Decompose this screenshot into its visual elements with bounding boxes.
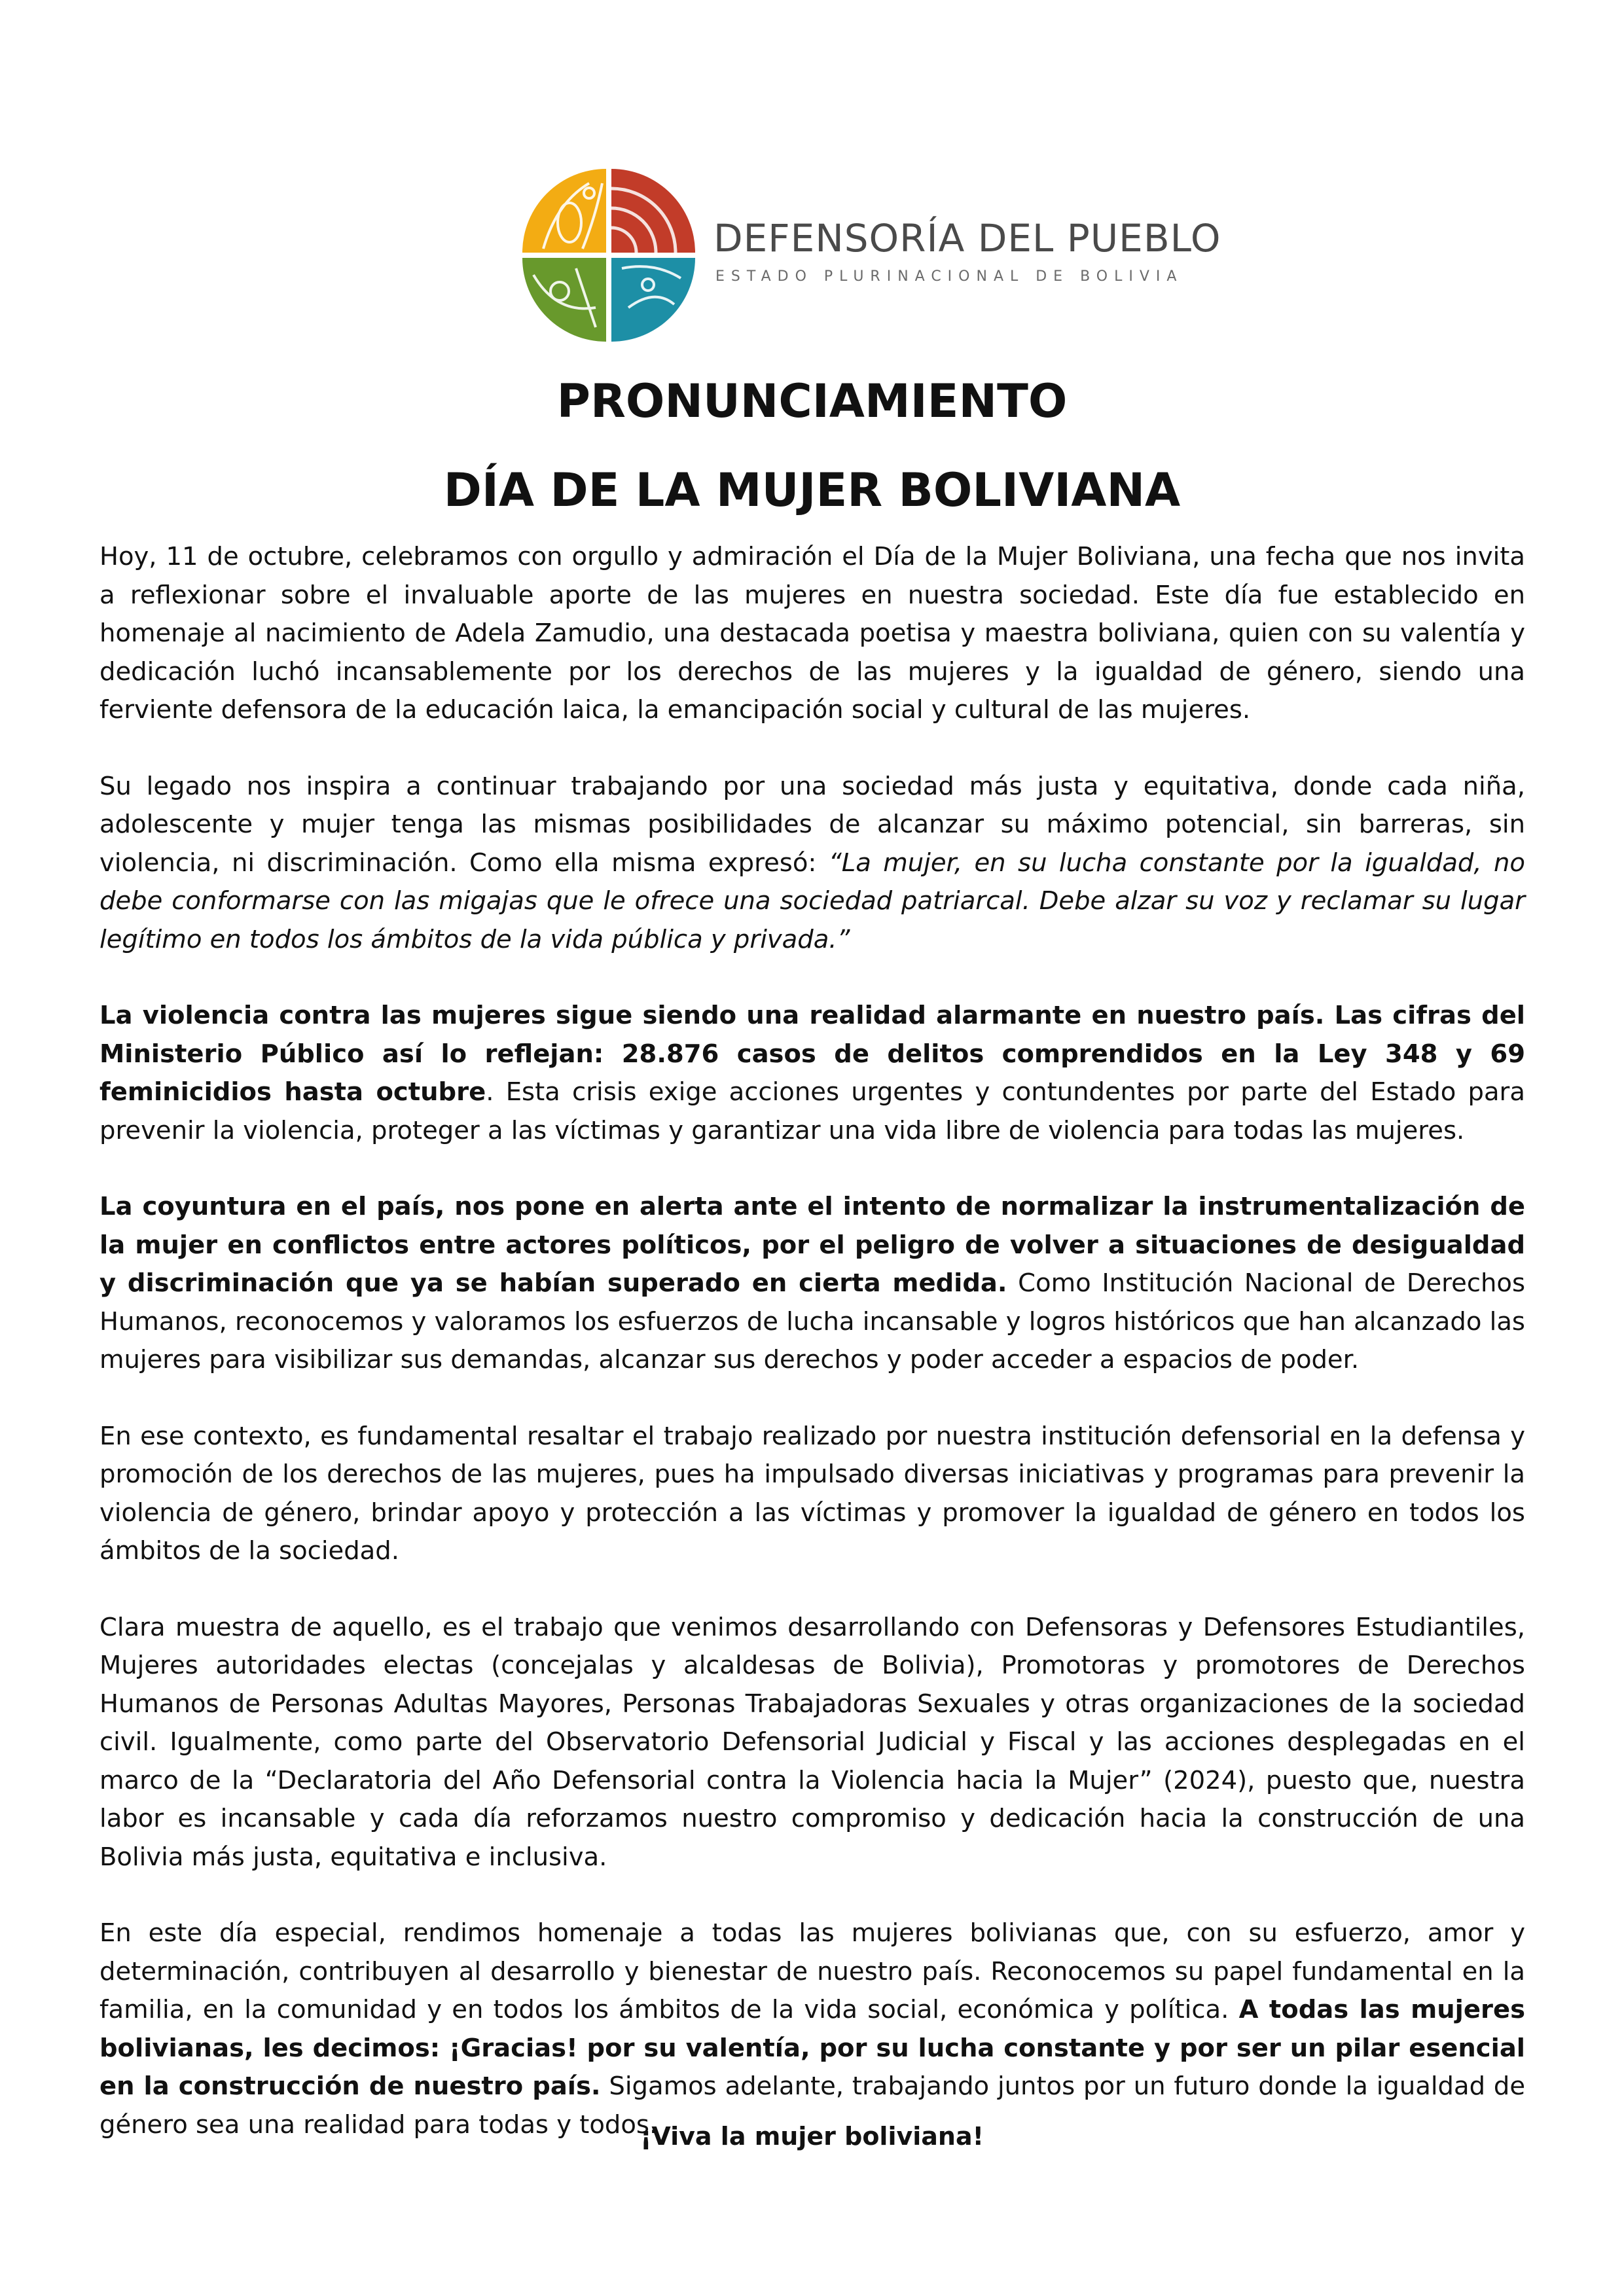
paragraph-5: En ese contexto, es fundamental resaltar el trabajo realizado por nuestra institución defensorial en la defensa y promoción de los derechos de las mujeres, pues ha impulsado diversas iniciativas y programas para prevenir la violencia de género, brindar apoyo y protección a las víctimas y promover la igualdad de género en todos los ámbitos de la sociedad. [99, 1421, 1525, 1566]
paragraph-2-text: Su legado nos inspira a continuar trabajando por una sociedad más justa y equitativa, donde cada niña, adolescente y mujer tenga las mismas posibilidades de alcanzar su máximo potencial, sin barreras, sin violencia, ni discriminación. Como ella misma expresó: [99, 771, 1525, 878]
document-body [99, 538, 1525, 2182]
paragraph-7-text: En este día especial, rendimos homenaje a todas las mujeres bolivianas que, con su esfuerzo, amor y determinación, contribuyen al desarrollo y bienestar de nuestro país. Reconocemos su papel fundamental en la familia, en la comunidad y en todos los ámbitos de la vida social, económica y política. [99, 1918, 1525, 2024]
paragraph-4 [99, 1188, 1525, 1380]
adela-zamudio-quote: “La mujer, en su lucha constante por la igualdad, no debe conformarse con las migajas que le ofrece una sociedad patriarcal. Debe alzar su voz y reclamar su lugar legítimo en todos los ámbitos de la vida pública y privada.” [99, 848, 1525, 954]
logo-emblem-icon [497, 157, 707, 353]
paragraph-4-text: Como Institución Nacional de Derechos Humanos, reconocemos y valoramos los esfuerzos de lucha incansable y logros históricos que han alcanzado las mujeres para visibilizar sus demandas, alcanzar sus derechos y poder acceder a espacios de poder. [99, 1268, 1525, 1374]
logo-quadrant-teal [611, 258, 695, 342]
paragraph-3 [99, 997, 1525, 1150]
document-subtitle: DÍA DE LA MUJER BOLIVIANA [443, 463, 1181, 517]
paragraph-3-text: . Esta crisis exige acciones urgentes y contundentes por parte del Estado para prevenir la violencia, proteger a las víctimas y garantizar una vida libre de violencia para todas las mujeres. [99, 1077, 1525, 1145]
political-context-statement: La coyuntura en el país, nos pone en alerta ante el intento de normalizar la instrumentalización de la mujer en conflictos entre actores políticos, por el peligro de volver a situaciones de desigualdad y discriminación que ya se habían superado en cierta medida. [99, 1192, 1525, 1298]
logo-institution-name: DEFENSORÍA DEL PUEBLO [713, 216, 1221, 260]
document-title: PRONUNCIAMIENTO [556, 374, 1068, 428]
paragraph-7-closing-text: Sigamos adelante, trabajando juntos por un futuro donde la igualdad de género sea una realidad para todas y todos. [99, 2072, 1526, 2140]
closing-slogan: ¡Viva la mujer boliviana! [640, 2122, 984, 2151]
gratitude-statement: A todas las mujeres bolivianas, les decimos: ¡Gracias! por su valentía, por su lucha constante y por ser un pilar esencial en la construcción de nuestro país. [99, 1995, 1525, 2101]
paragraph-6: Clara muestra de aquello, es el trabajo que venimos desarrollando con Defensoras y Defensores Estudiantiles, Mujeres autoridades electas (concejalas y alcaldesas de Bolivia), Promotoras y promotores de Derechos Humanos de Personas Adultas Mayores, Personas Trabajadoras Sexuales y otras organizaciones de la sociedad civil. Igualmente, como parte del Observatorio Defensorial Judicial y Fiscal y las acciones desplegadas en el marco de la “Declaratoria del Año Defensorial contra la Violencia hacia la Mujer” (2024), puesto que, nuestra labor es incansable y cada día reforzamos nuestro compromiso y dedicación hacia la construcción de una Bolivia más justa, equitativa e inclusiva. [99, 1612, 1525, 1872]
paragraph-1: Hoy, 11 de octubre, celebramos con orgullo y admiración el Día de la Mujer Boliviana, una fecha que nos invita a reflexionar sobre el invaluable aporte de las mujeres en nuestra sociedad. Este día fue establecido en homenaje al nacimiento de Adela Zamudio, una destacada poetisa y maestra boliviana, quien con su valentía y dedicación luchó incansablemente por los derechos de las mujeres y la igualdad de género, siendo una ferviente defensora de la educación laica, la emancipación social y cultural de las mujeres. [99, 542, 1525, 725]
paragraph-7 [99, 1914, 1525, 2144]
institution-logo [497, 157, 1221, 353]
paragraph-2 [99, 768, 1525, 960]
violence-statistics-statement: La violencia contra las mujeres sigue siendo una realidad alarmante en nuestro país. Las cifras del Ministerio Público así lo reflejan: 28.876 casos de delitos comprendidos en la Ley 348 y 69 feminicidios hasta octubre [99, 1001, 1525, 1107]
logo-institution-subtitle: ESTADO PLURINACIONAL DE BOLIVIA [715, 268, 1183, 285]
